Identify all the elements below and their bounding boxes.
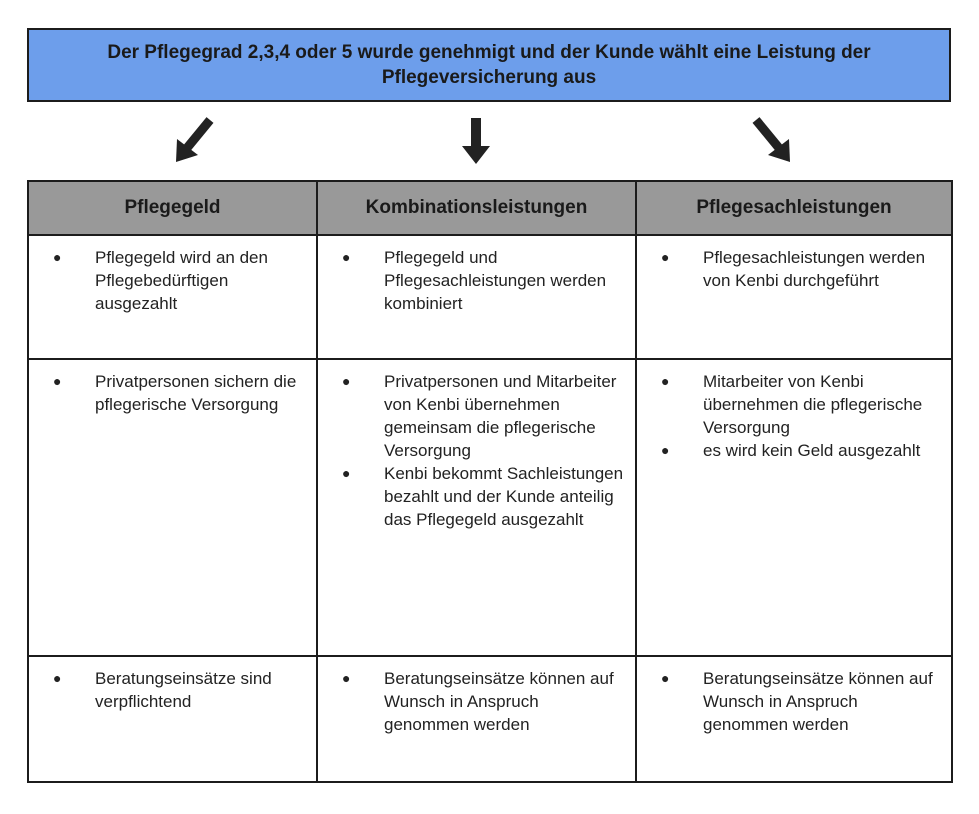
- list-item: ● Pflegesachleistungen werden von Kenbi durchgeführt: [661, 248, 926, 290]
- list-item: ● Beratungseinsätze sind verpflichtend: [53, 669, 272, 711]
- table-cell: [317, 235, 636, 359]
- bullet-list: [326, 667, 627, 736]
- list-item: ● Mitarbeiter von Kenbi übernehmen die pflegerische Versorgung: [661, 372, 923, 437]
- table-cell: [636, 656, 952, 782]
- bullet-icon: ●: [661, 670, 670, 686]
- bullet-list: [326, 246, 627, 315]
- bullet-list: [645, 667, 943, 736]
- arrow-down-left-icon: [176, 120, 210, 162]
- bullet-list: [37, 246, 308, 315]
- decision-banner-text: Der Pflegegrad 2,3,4 oder 5 wurde genehmigt und der Kunde wählt eine Leistung der Pflegeversicherung aus: [107, 42, 871, 88]
- list-item: ● Beratungseinsätze können auf Wunsch in Anspruch genommen werden: [661, 669, 933, 734]
- arrow-down-right-icon: [756, 120, 790, 162]
- bullet-icon: ●: [661, 373, 670, 389]
- list-item: ● Kenbi bekommt Sachleistungen bezahlt und der Kunde anteilig das Pflegegeld ausgezahlt: [342, 464, 624, 529]
- bullet-list: [326, 370, 627, 531]
- arrow-down-icon: [462, 118, 490, 164]
- column-header-pflegesachleistungen: Pflegesachleistungen: [636, 181, 952, 235]
- table-row: [28, 235, 952, 359]
- table-cell: [28, 656, 317, 782]
- bullet-icon: ●: [53, 373, 62, 389]
- column-header-pflegegeld: Pflegegeld: [28, 181, 317, 235]
- table-cell: [317, 359, 636, 656]
- branch-arrows: [0, 110, 979, 180]
- bullet-list: [645, 370, 943, 462]
- bullet-list: [37, 370, 308, 416]
- list-item: ● Pflegegeld wird an den Pflegebedürftigen ausgezahlt: [53, 248, 268, 313]
- list-item: ● Privatpersonen und Mitarbeiter von Kenbi übernehmen gemeinsam die pflegerische Versorgung: [342, 372, 617, 460]
- list-item: ● Beratungseinsätze können auf Wunsch in Anspruch genommen werden: [342, 669, 614, 734]
- table-row: [28, 656, 952, 782]
- list-item: ● es wird kein Geld ausgezahlt: [661, 441, 921, 460]
- bullet-icon: ●: [53, 249, 62, 265]
- table-cell: [28, 359, 317, 656]
- bullet-icon: ●: [342, 670, 351, 686]
- bullet-icon: ●: [342, 249, 351, 265]
- table-cell: [636, 235, 952, 359]
- bullet-icon: ●: [342, 373, 351, 389]
- bullet-icon: ●: [53, 670, 62, 686]
- table-cell: [636, 359, 952, 656]
- table-cell: [28, 235, 317, 359]
- benefits-comparison-table: [27, 180, 953, 783]
- table-header-row: [28, 181, 952, 235]
- column-header-kombinationsleistungen: Kombinationsleistungen: [317, 181, 636, 235]
- bullet-list: [37, 667, 308, 713]
- list-item: ● Privatpersonen sichern die pflegerische Versorgung: [53, 372, 297, 414]
- table-cell: [317, 656, 636, 782]
- bullet-icon: ●: [661, 442, 670, 458]
- list-item: ● Pflegegeld und Pflegesachleistungen werden kombiniert: [342, 248, 607, 313]
- decision-banner: [27, 28, 951, 102]
- table-row: [28, 359, 952, 656]
- bullet-list: [645, 246, 943, 292]
- bullet-icon: ●: [661, 249, 670, 265]
- bullet-icon: ●: [342, 465, 351, 481]
